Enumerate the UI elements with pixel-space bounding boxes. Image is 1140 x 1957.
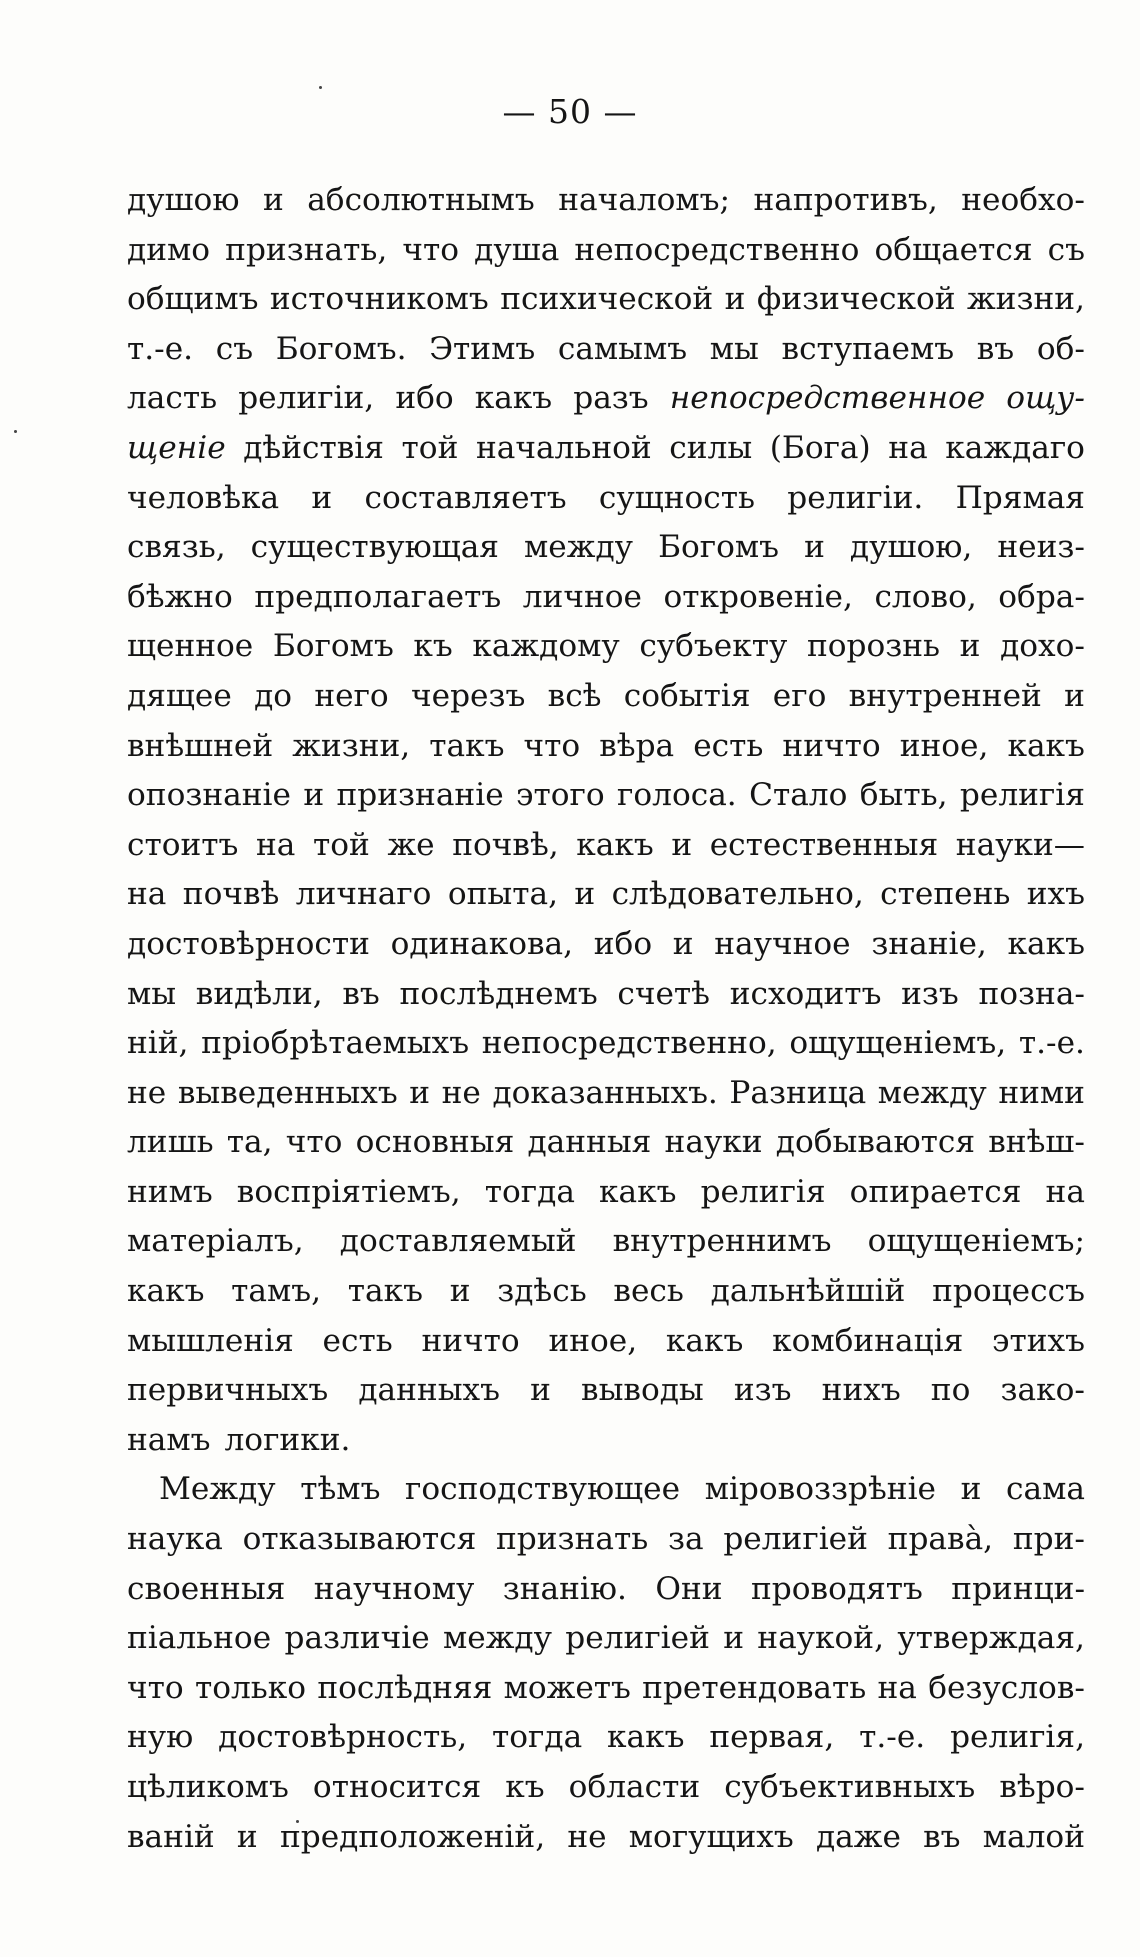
text-line: своенныя научному знанію. Они проводятъ принци- [127, 1570, 1085, 1607]
text-line: мышленія есть ничто иное, какъ комбинація этихъ [127, 1322, 1085, 1359]
page-number: — 50 — [502, 92, 638, 131]
text-line: на почвѣ личнаго опыта, и слѣдовательно, степень ихъ [127, 876, 1085, 913]
paragraph [127, 176, 1085, 1465]
text-line: что только послѣдняя можетъ претендовать на безуслов- [127, 1669, 1085, 1706]
text-line: связь, существующая между Богомъ и душою, неиз- [127, 529, 1085, 566]
text-line: піальное различіе между религіей и наукой, утверждая, [127, 1620, 1085, 1657]
text-line: ласть религіи, ибо какъ разъ непосредственное ощу- [127, 380, 1085, 417]
text-line: ваній и предположеній, не могущихъ даже въ малой [127, 1818, 1085, 1855]
text-line: матеріалъ, доставляемый внутреннимъ ощущеніемъ; [127, 1223, 1085, 1260]
text-line: намъ логики. [127, 1421, 351, 1458]
text-line: щенное Богомъ къ каждому субъекту порознь и дохо- [127, 628, 1085, 665]
text-line: Между тѣмъ господствующее міровоззрѣніе и сама [159, 1471, 1085, 1508]
text-line: ную достовѣрность, тогда какъ первая, т.-е. религія, [127, 1719, 1085, 1756]
paragraph [127, 1465, 1085, 1862]
text-line: человѣка и составляетъ сущность религіи. Прямая [127, 479, 1085, 516]
text-line: первичныхъ данныхъ и выводы изъ нихъ по зако- [127, 1372, 1085, 1409]
text-line: стоитъ на той же почвѣ, какъ и естественныя науки— [127, 826, 1085, 863]
text-line: димо признать, что душа непосредственно общается съ [127, 231, 1085, 268]
text-line: не выведенныхъ и не доказанныхъ. Разница между ними [127, 1074, 1085, 1111]
text-line: общимъ источникомъ психической и физической жизни, [127, 281, 1085, 318]
text-line: опознаніе и признаніе этого голоса. Стало быть, религія [127, 777, 1085, 814]
text-line: дящее до него черезъ всѣ событія его внутренней и [127, 677, 1085, 714]
text-line: т.-е. съ Богомъ. Этимъ самымъ мы вступаемъ въ об- [127, 330, 1085, 367]
text-line: щеніе дѣйствія той начальной силы (Бога) на каждаго [127, 429, 1085, 466]
text-line: нимъ воспріятіемъ, тогда какъ религія опирается на [127, 1173, 1085, 1210]
text-line: душою и абсолютнымъ началомъ; напротивъ, необхо- [127, 182, 1085, 218]
body-text [127, 176, 1085, 1862]
text-line: наука отказываются признать за религіей права̀, при- [127, 1521, 1085, 1558]
text-line: бѣжно предполагаетъ личное откровеніе, слово, обра- [127, 578, 1085, 615]
text-line: лишь та, что основныя данныя науки добываются внѣш- [127, 1124, 1085, 1161]
text-line: внѣшней жизни, такъ что вѣра есть ничто иное, какъ [127, 727, 1085, 764]
text-line: мы видѣли, въ послѣднемъ счетѣ исходитъ изъ позна- [127, 975, 1085, 1012]
print-speck [14, 430, 17, 433]
text-line: ній, пріобрѣтаемыхъ непосредственно, ощущеніемъ, т.-е. [127, 1025, 1085, 1062]
text-line: достовѣрности одинакова, ибо и научное знаніе, какъ [127, 925, 1085, 962]
text-line: цѣликомъ относится къ области субъективныхъ вѣро- [127, 1769, 1085, 1805]
text-line: какъ тамъ, такъ и здѣсь весь дальнѣйшій процессъ [127, 1273, 1085, 1310]
